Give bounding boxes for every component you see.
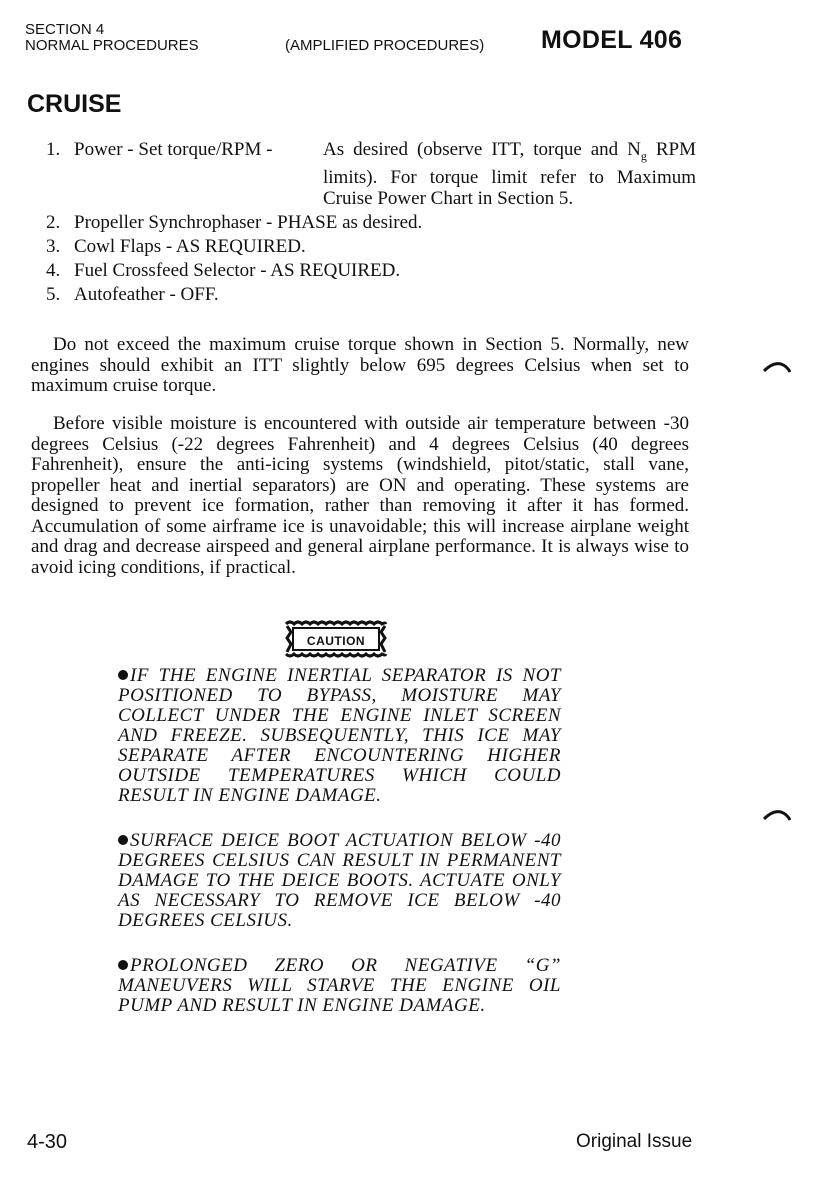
step-text: Cowl Flaps - AS REQUIRED.	[74, 235, 306, 257]
caution-text: IF THE ENGINE INERTIAL SEPARATOR IS NOT POSITIONED TO BYPASS, MOISTURE MAY COLLECT UNDER THE ENGINE INLET SCREEN AND FREEZE. SUBSEQUENTLY, THIS ICE MAY SEPARATE AFTER ENCOUNTERING HIGHER OUTSIDE TEMPERATURES WHICH COULD RESULT IN ENGINE DAMAGE.	[118, 665, 561, 806]
step-item	[46, 284, 696, 305]
icing-paragraph: Before visible moisture is encountered with outside air temperature between -30 degrees Celsius (-22 degrees Fahrenheit) and 4 degrees Celsius (40 degrees Fahrenheit), ensure the anti-icing systems (windshield, pitot/static, stall vane, propeller heat and inertial separators) are ON and operating. These systems are designed to prevent ice formation, rather than removing it after it has formed. Accumulation of some airframe ice is unavoidable; this will increase airplane weight and drag and decrease airspeed and general airplane performance. It is always wise to avoid icing conditions, if practical.	[31, 413, 689, 578]
caution-item	[118, 831, 561, 931]
page-number: 4-30	[27, 1131, 68, 1153]
torque-paragraph: Do not exceed the maximum cruise torque shown in Section 5. Normally, new engines should exhibit an ITT slightly below 695 degrees Celsius when set to maximum cruise torque.	[31, 334, 689, 396]
change-mark-icon	[763, 809, 791, 821]
bullet-icon	[118, 670, 128, 680]
caution-item	[118, 666, 561, 806]
step-number: 5.	[46, 283, 61, 305]
bullet-icon	[118, 960, 128, 970]
change-mark-icon	[763, 361, 791, 373]
page-title: CRUISE	[27, 90, 122, 118]
caution-label: CAUTION	[292, 627, 380, 651]
section-heading	[25, 22, 199, 54]
procedure-type: (AMPLIFIED PROCEDURES)	[285, 37, 485, 54]
step-number: 3.	[46, 235, 61, 257]
bullet-icon	[118, 835, 128, 845]
step-number: 4.	[46, 259, 61, 281]
section-name: NORMAL PROCEDURES	[25, 37, 199, 54]
caution-text: SURFACE DEICE BOOT ACTUATION BELOW -40 DEGREES CELSIUS CAN RESULT IN PERMANENT DAMAGE TO THE DEICE BOOTS. ACTUATE ONLY AS NECESSARY TO REMOVE ICE BELOW -40 DEGREES CELSIUS.	[118, 830, 561, 931]
caution-text: PROLONGED ZERO OR NEGATIVE “G” MANEUVERS WILL STARVE THE ENGINE OIL PUMP AND RESULT IN ENGINE DAMAGE.	[118, 955, 561, 1016]
step-detail-text-rest: RPM limits). For torque limit refer to Maximum Cruise Power Chart in Section 5.	[323, 139, 696, 209]
model-label: MODEL 406	[541, 26, 683, 54]
section-number: SECTION 4	[25, 21, 105, 38]
step-list	[46, 139, 696, 308]
caution-item	[118, 956, 561, 1016]
step-text: Autofeather - OFF.	[74, 283, 219, 305]
issue-label: Original Issue	[576, 1131, 693, 1152]
step-number: 2.	[46, 211, 61, 233]
step-item	[46, 139, 696, 209]
step-item	[46, 212, 696, 233]
step-lead: Power - Set torque/RPM -	[74, 139, 273, 160]
step-item	[46, 260, 696, 281]
step-detail-subscript: g	[640, 148, 647, 163]
step-text: Propeller Synchrophaser - PHASE as desired.	[74, 211, 423, 233]
caution-badge	[284, 618, 388, 660]
step-number: 1.	[46, 139, 61, 160]
step-text: Fuel Crossfeed Selector - AS REQUIRED.	[74, 259, 401, 281]
step-item	[46, 236, 696, 257]
step-detail	[323, 139, 696, 209]
step-detail-text: As desired (observe ITT, torque and N	[323, 139, 641, 160]
caution-list	[118, 666, 561, 1041]
